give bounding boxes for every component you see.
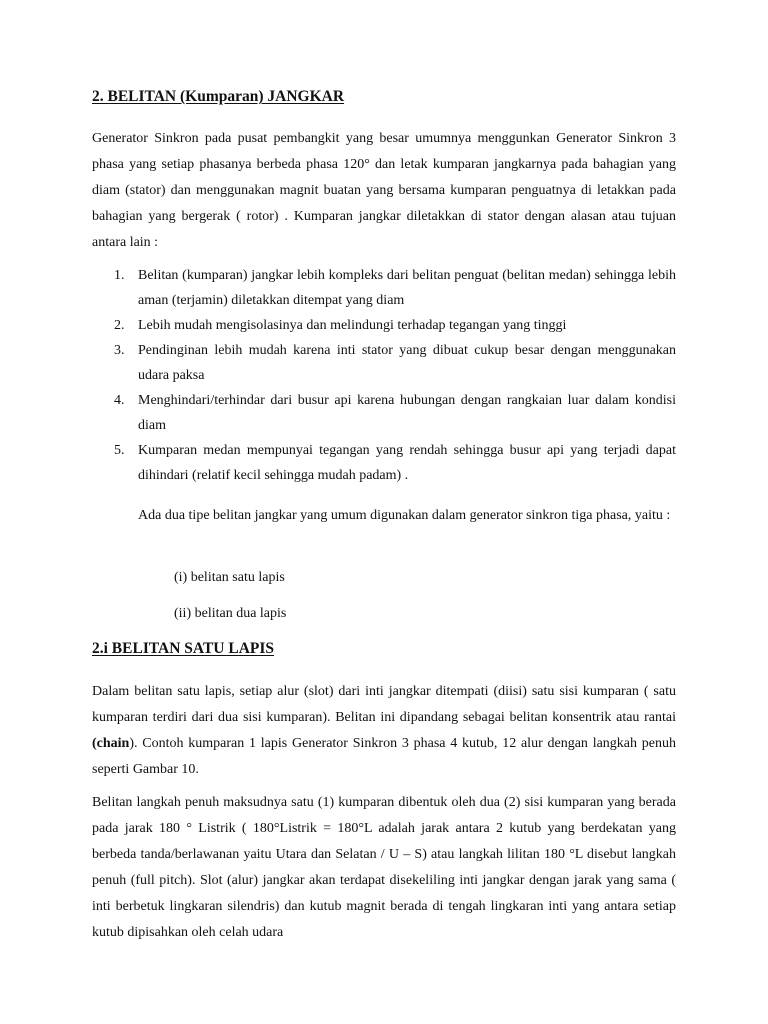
list-item	[92, 263, 676, 313]
list-item	[92, 388, 676, 438]
list-number: 1.	[114, 268, 125, 283]
subsection-title: 2.i BELITAN SATU LAPIS	[92, 640, 275, 657]
list-number: 5.	[114, 443, 125, 458]
list-item	[92, 438, 676, 488]
list-number: 3.	[114, 343, 125, 358]
type-item-double-layer: (ii) belitan dua lapis	[174, 606, 287, 621]
list-number: 4.	[114, 393, 125, 408]
paragraph-text: Dalam belitan satu lapis, setiap alur (slot) dari inti jangkar ditempati (diisi) satu sisi kumparan ( satu kumparan terdiri dari dua sisi kumparan). Belitan ini dipandang sebagai belitan konsentrik atau rantai	[92, 684, 676, 725]
section-title: 2. BELITAN (Kumparan) JANGKAR	[92, 88, 345, 105]
paragraph-text: ). Contoh kumparan 1 lapis Generator Sinkron 3 phasa 4 kutub, 12 alur dengan langkah penuh seperti Gambar 10.	[92, 736, 676, 777]
reasons-list	[92, 263, 676, 488]
intro-paragraph: Generator Sinkron pada pusat pembangkit yang besar umumnya menggunkan Generator Sinkron 3 phasa yang setiap phasanya berbeda phasa 120° dan letak kumparan jangkarnya pada bahagian yang diam (stator) dan menggunakan magnit buatan yang bersama kumparan penguatnya di letakkan pada bahagian yang bergerak ( rotor) . Kumparan jangkar diletakkan di stator dengan alasan atau tujuan antara lain :	[92, 131, 676, 250]
type-item-single-layer: (i) belitan satu lapis	[174, 570, 285, 585]
bold-term: (chain	[92, 736, 130, 751]
types-paragraph: Ada dua tipe belitan jangkar yang umum digunakan dalam generator sinkron tiga phasa, yaitu :	[138, 508, 671, 523]
list-number: 2.	[114, 318, 125, 333]
list-text: Kumparan medan mempunyai tegangan yang rendah sehingga busur api yang terjadi dapat dihindari (relatif kecil sehingga mudah padam) .	[138, 443, 676, 483]
full-pitch-paragraph: Belitan langkah penuh maksudnya satu (1) kumparan dibentuk oleh dua (2) sisi kumparan yang berada pada jarak 180 ° Listrik ( 180°Listrik = 180°L adalah jarak antara 2 kutub yang berdekatan yang berbeda tanda/berlawanan yaitu Utara dan Selatan / U – S) atau langkah lilitan 180 °L disebut langkah penuh (full pitch). Slot (alur) jangkar akan terdapat disekeliling inti jangkar dengan jarak yang sama ( inti berbetuk lingkaran silendris) dan kutub magnit berada di tengah lingkaran inti yang antara setiap kutub dipisahkan oleh celah udara	[92, 795, 676, 940]
list-text: Pendinginan lebih mudah karena inti stator yang dibuat cukup besar dengan menggunakan udara paksa	[138, 343, 676, 383]
list-text: Lebih mudah mengisolasinya dan melindungi terhadap tegangan yang tinggi	[138, 318, 567, 333]
single-layer-paragraph	[92, 679, 676, 783]
list-text: Menghindari/terhindar dari busur api karena hubungan dengan rangkaian luar dalam kondisi diam	[138, 393, 676, 433]
list-item	[92, 313, 676, 338]
list-item	[92, 338, 676, 388]
list-text: Belitan (kumparan) jangkar lebih kompleks dari belitan penguat (belitan medan) sehingga lebih aman (terjamin) diletakkan ditempat yang diam	[138, 268, 676, 308]
